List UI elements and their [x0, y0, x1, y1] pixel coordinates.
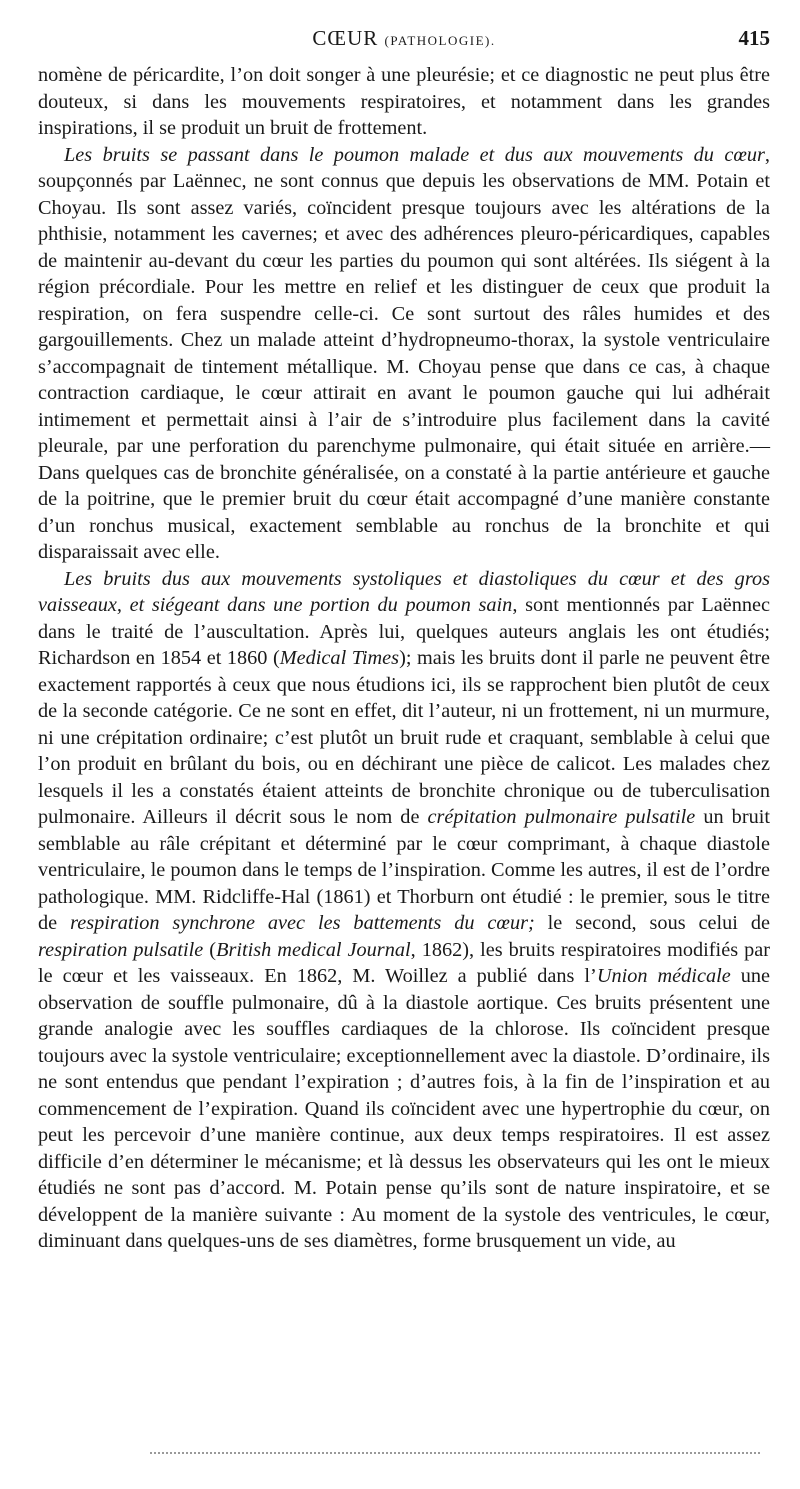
text-run: un bruit semblable au râle crépitant et déterminé par le cœur comprimant, à chaque diastole ventriculaire, le poumon dans le temps de l’inspiration. Comme les autres, il est de l’ordre pathologique. MM. Ridcliffe-Hal (1861) et Thorburn ont étudié : le premier, sous le titre de	[38, 806, 770, 934]
footer-dotted-rule	[150, 1452, 760, 1454]
text-run: une observation de souffle pulmonaire, dû à la diastole aortique. Ces bruits présentent une grande analogie avec les souffles cardiaques de la chlorose. Ils coïncident presque toujours avec la systole ventriculaire; exceptionnellement avec la diastole. D’ordinaire, ils ne sont entendus que pendant l’expiration ; d’autres fois, à la fin de l’inspiration et au commencement de l’expiration. Quand ils coïncident avec une hypertrophie du cœur, on peut les percevoir d’une manière continue, aux deux temps respiratoires. Il est assez difficile d’en déterminer le mécanisme; et là dessus les observateurs qui les ont le mieux étudiés ne sont pas d’accord. M. Potain pense qu’ils sont de nature inspiratoire, et se développent de la manière suivante : Au moment de la systole des ventricules, le cœur, diminuant dans quelques-uns de ses diamètres, forme brusquement un vide, au	[38, 965, 771, 1252]
running-title-main: CŒUR	[312, 26, 379, 50]
running-title-sub: (PATHOLOGIE).	[384, 33, 496, 48]
text-run: ); mais les bruits dont il parle ne peuvent être exactement rapportés à ceux que nous étudions ici, ils se rapprochent bien plutôt de ceux de la seconde catégorie. Ce ne sont en effet, dit l’auteur, ni un frottement, ni un murmure, ni une crépitation ordinaire; c’est plutôt un bruit rude et craquant, semblable à celui que l’on produit en brûlant du bois, ou en déchirant une pièce de calicot. Les malades chez lesquels il les a constatés étaient atteints de bronchite chronique ou de tuberculisation pulmonaire. Ailleurs il décrit sous le nom de	[38, 647, 770, 828]
italic-run: Les bruits se passant dans le poumon malade et dus aux mouvements du cœur	[64, 143, 765, 166]
paragraph-2	[38, 142, 770, 566]
text-run: , 1862), les bruits respiratoires modifiés par le cœur et les vaisseaux. En 1862, M. Woillez a publié dans l’	[38, 938, 771, 987]
italic-run: Union médicale	[596, 965, 731, 987]
italic-run: respiration synchrone avec les battements du cœur;	[70, 912, 535, 934]
paragraph-1	[38, 62, 770, 142]
text-run: , soupçonnés par Laënnec, ne sont connus que depuis les observations de MM. Potain et Choyau. Ils sont assez variés, coïncident presque toujours avec les altérations de la phthisie, notamment les cavernes; et avec des adhérences pleuro-péricardiques, capables de maintenir au-devant du cœur les parties du poumon qui sont altérées. Ils siégent à la région précordiale. Pour les mettre en relief et les distinguer de ceux que produit la respiration, on fera suspendre celle-ci. Ce sont surtout des râles humides et des gargouillements. Chez un malade atteint d’hydropneumo-thorax, la systole ventriculaire s’accompagnait de tintement métallique. M. Choyau pense que dans ce cas, à chaque contraction cardiaque, le cœur attirait en avant le poumon gauche qui lui adhérait intimement et permettait ainsi à l’air de s’introduire plus facilement dans la cavité pleurale, par une perforation du parenchyme pulmonaire, qui était située en arrière.—Dans quelques cas de bronchite généralisée, on a constaté à la partie antérieure et gauche de la poitrine, que le premier bruit du cœur était accompagné d’une manière constante d’un ronchus musical, exactement semblable au ronchus de la bronchite et qui disparaissait avec elle.	[38, 143, 770, 563]
paragraph-3	[38, 566, 770, 1255]
running-title	[38, 26, 770, 51]
page-body	[38, 62, 770, 1255]
text-run: (	[203, 938, 217, 961]
italic-run: Les bruits dus aux mouvements systoliques et diastoliques du cœur et des gros vaisseaux, et siégeant dans une portion du poumon sain	[38, 567, 770, 616]
italic-run: crépitation pulmonaire pulsatile	[427, 806, 696, 828]
italic-run: respiration pulsatile	[38, 938, 204, 961]
page-number: 415	[738, 26, 770, 50]
italic-run: British medical Journal	[216, 938, 411, 961]
page-header	[38, 0, 770, 56]
text-run: le second, sous celui de	[534, 912, 771, 934]
italic-run: Medical Times	[279, 647, 400, 669]
text-run: , sont mentionnés par Laënnec dans le traité de l’auscultation. Après lui, quelques auteurs anglais les ont étudiés; Richardson en 1854 et 1860 (	[38, 594, 770, 669]
text-run: nomène de péricardite, l’on doit songer à une pleurésie; et ce diagnostic ne peut plus être douteux, si dans les mouvements respiratoires, et notamment dans les grandes inspirations, il se produit un bruit de frottement.	[38, 64, 770, 139]
